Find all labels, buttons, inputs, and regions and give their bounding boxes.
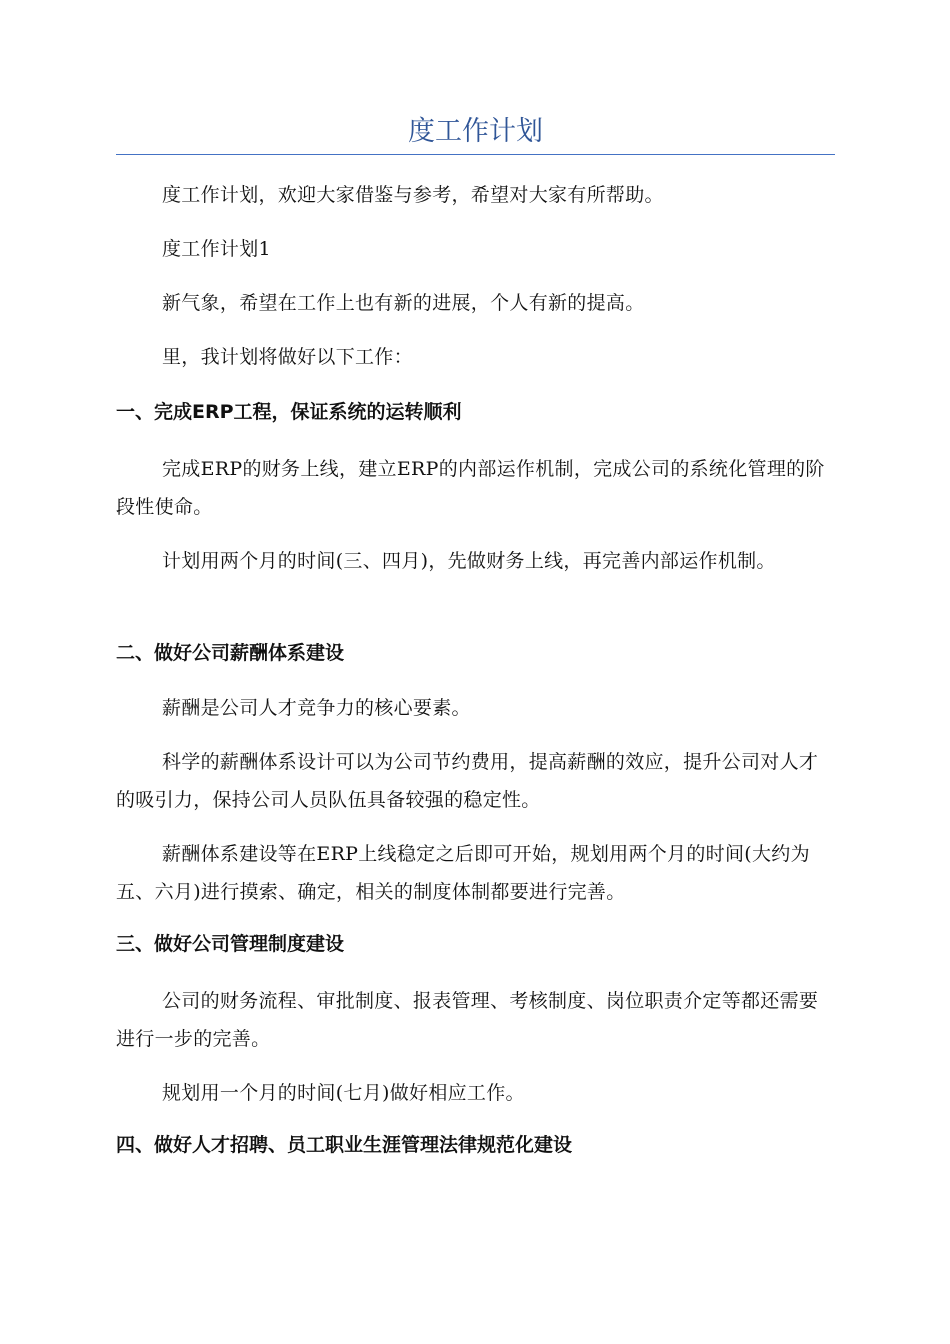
section-3-paragraph-1: 公司的财务流程、审批制度、报表管理、考核制度、岗位职责介定等都还需要进行一步的完善。: [116, 990, 819, 1050]
section-3-heading: 三、做好公司管理制度建设: [116, 933, 345, 955]
section-1-paragraph-2: 计划用两个月的时间(三、四月)，先做财务上线，再完善内部运作机制。: [162, 550, 776, 572]
section-4-heading: 四、做好人才招聘、员工职业生涯管理法律规范化建设: [116, 1134, 573, 1156]
section-2-paragraph-1: 薪酬是公司人才竞争力的核心要素。: [162, 697, 471, 719]
plan-intro-paragraph: 里，我计划将做好以下工作：: [162, 346, 413, 368]
section-1-heading: 一、完成ERP工程，保证系统的运转顺利: [116, 401, 462, 423]
subtitle-paragraph: 度工作计划1: [162, 238, 271, 260]
section-3-paragraph-2: 规划用一个月的时间(七月)做好相应工作。: [162, 1082, 525, 1104]
new-progress-paragraph: 新气象，希望在工作上也有新的进展，个人有新的提高。: [162, 292, 645, 314]
document-title: 度工作计划: [408, 116, 543, 147]
intro-paragraph: 度工作计划，欢迎大家借鉴与参考，希望对大家有所帮助。: [162, 184, 664, 206]
section-2-paragraph-2: 科学的薪酬体系设计可以为公司节约费用，提高薪酬的效应，提升公司对人才的吸引力，保持公司人员队伍具备较强的稳定性。: [116, 751, 819, 811]
title-underline: [116, 154, 835, 155]
section-2-paragraph-3: 薪酬体系建设等在ERP上线稳定之后即可开始，规划用两个月的时间(大约为五、六月)进行摸索、确定，相关的制度体制都要进行完善。: [116, 843, 810, 903]
section-1-paragraph-1: 完成ERP的财务上线，建立ERP的内部运作机制，完成公司的系统化管理的阶段性使命。: [116, 458, 825, 518]
section-2-heading: 二、做好公司薪酬体系建设: [116, 642, 345, 664]
